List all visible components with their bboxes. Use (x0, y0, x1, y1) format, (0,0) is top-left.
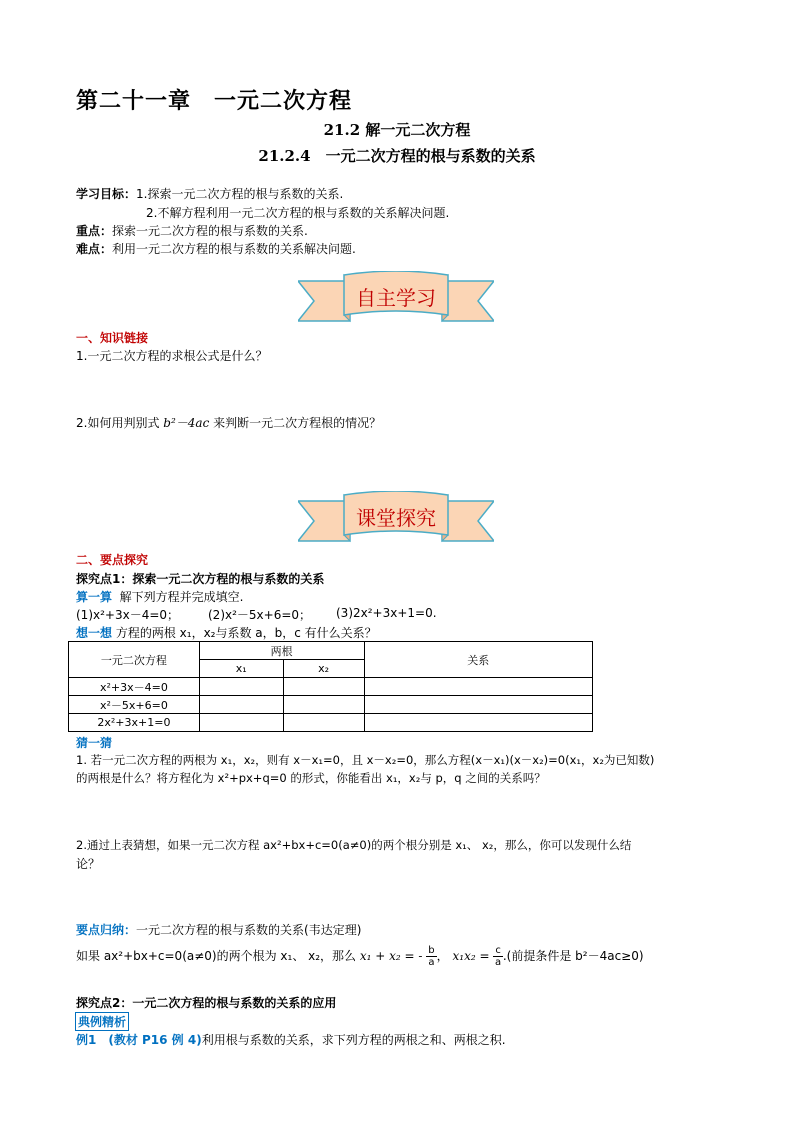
cell-relation[interactable] (364, 678, 593, 696)
cell-x2[interactable] (283, 696, 364, 714)
banner-self-study-text: 自主学习 (356, 286, 436, 310)
knowledge-heading: 一、知识链接 (76, 331, 149, 345)
table-row (69, 678, 593, 696)
think-label: 想一想 (76, 626, 113, 640)
guess-p1-line1: 1. 若一元二次方程的两根为 x₁，x₂，则有 x－x₁=0，且 x－x₂=0，那么方程(x－x₁)(x－x₂)=0(x₁，x₂为已知数) (76, 753, 655, 767)
key-point-label: 重点： (76, 224, 113, 238)
banner-self-study (298, 271, 494, 327)
table-row (69, 714, 593, 732)
roots-table (68, 641, 593, 732)
goals-label: 学习目标： (76, 187, 137, 201)
prod-denominator: a (495, 957, 502, 968)
equation-2: (2)x²－5x+6=0； (208, 608, 312, 622)
goal-item-2: 2.不解方程利用一元二次方程的根与系数的关系解决问题. (146, 206, 450, 220)
cell-x2[interactable] (283, 714, 364, 732)
banner-class-explore (298, 491, 494, 547)
key-point (76, 222, 308, 239)
sum-fraction (426, 945, 436, 968)
key-point-text: 探索一元二次方程的根与系数的关系. (112, 224, 308, 238)
cell-x1[interactable] (199, 696, 283, 714)
explore-point-1: 探究点1：探索一元二次方程的根与系数的关系 (76, 572, 325, 586)
vieta-formula (76, 941, 644, 971)
th-x2: x₂ (283, 660, 364, 678)
summary-prefix: 如果 ax²+bx+c=0(a≠0)的两个根为 x₁、 x₂，那么 (76, 949, 357, 963)
th-equation: 一元二次方程 (69, 642, 200, 678)
example-box: 典例精析 (75, 1012, 129, 1031)
knowledge-q1: 1.一元二次方程的求根公式是什么？ (76, 349, 268, 363)
section-title: 21.2 解一元二次方程 (323, 121, 471, 139)
sum-denominator: a (428, 957, 435, 968)
difficulty (76, 240, 356, 257)
row-equation: 2x²+3x+1=0 (69, 714, 200, 732)
example-1 (76, 1031, 506, 1048)
example-1-label: 例1 (教材 P16 例 4) (76, 1033, 202, 1047)
th-x1: x₁ (199, 660, 283, 678)
cell-relation[interactable] (364, 696, 593, 714)
goals-line-1 (76, 185, 343, 202)
explore-point-2: 探究点2：一元二次方程的根与系数的关系的应用 (76, 996, 337, 1010)
prod-numerator: c (495, 945, 501, 956)
guess-label: 猜一猜 (76, 736, 113, 750)
difficulty-label: 难点： (76, 242, 113, 256)
think-line (76, 624, 377, 641)
sum-numerator: b (428, 945, 435, 956)
sum-lhs: x₁ + x₂ = - (359, 949, 423, 963)
think-text: 方程的两根 x₁，x₂与系数 a，b，c 有什么关系？ (115, 626, 377, 640)
summary-suffix: .(前提条件是 b²－4ac≥0) (502, 949, 644, 963)
equation-1: (1)x²+3x－4=0； (76, 608, 180, 622)
knowledge-q2-expr: b²－4ac (163, 416, 210, 430)
row-equation: x²+3x－4=0 (69, 678, 200, 696)
cell-relation[interactable] (364, 714, 593, 732)
summary-label: 要点归纳： (76, 923, 137, 937)
calc-label: 算一算 (76, 590, 113, 604)
th-roots: 两根 (199, 642, 364, 660)
example-1-text: 利用根与系数的关系，求下列方程的两根之和、两根之积. (201, 1033, 506, 1047)
guess-p2-line2: 论？ (76, 857, 101, 871)
row-equation: x²－5x+6=0 (69, 696, 200, 714)
goal-item-1: 1.探索一元二次方程的根与系数的关系. (136, 187, 344, 201)
cell-x1[interactable] (199, 714, 283, 732)
table-row (69, 696, 593, 714)
guess-p1-line2: 的两根是什么？将方程化为 x²+px+q=0 的形式，你能看出 x₁，x₂与 p，q 之间的关系吗？ (76, 771, 546, 785)
cell-x2[interactable] (283, 678, 364, 696)
th-relation: 关系 (364, 642, 593, 678)
knowledge-q2-prefix: 2.如何用判别式 (76, 416, 160, 430)
equation-3: (3)2x²+3x+1=0. (336, 606, 437, 620)
knowledge-q2 (76, 414, 381, 431)
summary-title: 一元二次方程的根与系数的关系(韦达定理) (136, 923, 362, 937)
cell-x1[interactable] (199, 678, 283, 696)
knowledge-q2-suffix: 来判断一元二次方程根的情况？ (213, 416, 382, 430)
prod-lhs: x₁x₂ = (452, 949, 490, 963)
calc-text: 解下列方程并完成填空. (119, 590, 244, 604)
banner-class-explore-text: 课堂探究 (356, 506, 436, 530)
difficulty-text: 利用一元二次方程的根与系数的关系解决问题. (112, 242, 356, 256)
formula-separator: ， (436, 949, 449, 963)
chapter-title: 第二十一章 一元二次方程 (76, 89, 353, 114)
prod-fraction (493, 945, 503, 968)
calc-line (76, 588, 243, 605)
guess-p2-line1: 2.通过上表猜想，如果一元二次方程 ax²+bx+c=0(a≠0)的两个根分别是 x₁、 x₂，那么，你可以发现什么结 (76, 838, 632, 852)
subsection-title: 21.2.4 一元二次方程的根与系数的关系 (258, 147, 536, 165)
explore-heading: 二、要点探究 (76, 553, 149, 567)
summary-title-line (76, 921, 361, 938)
